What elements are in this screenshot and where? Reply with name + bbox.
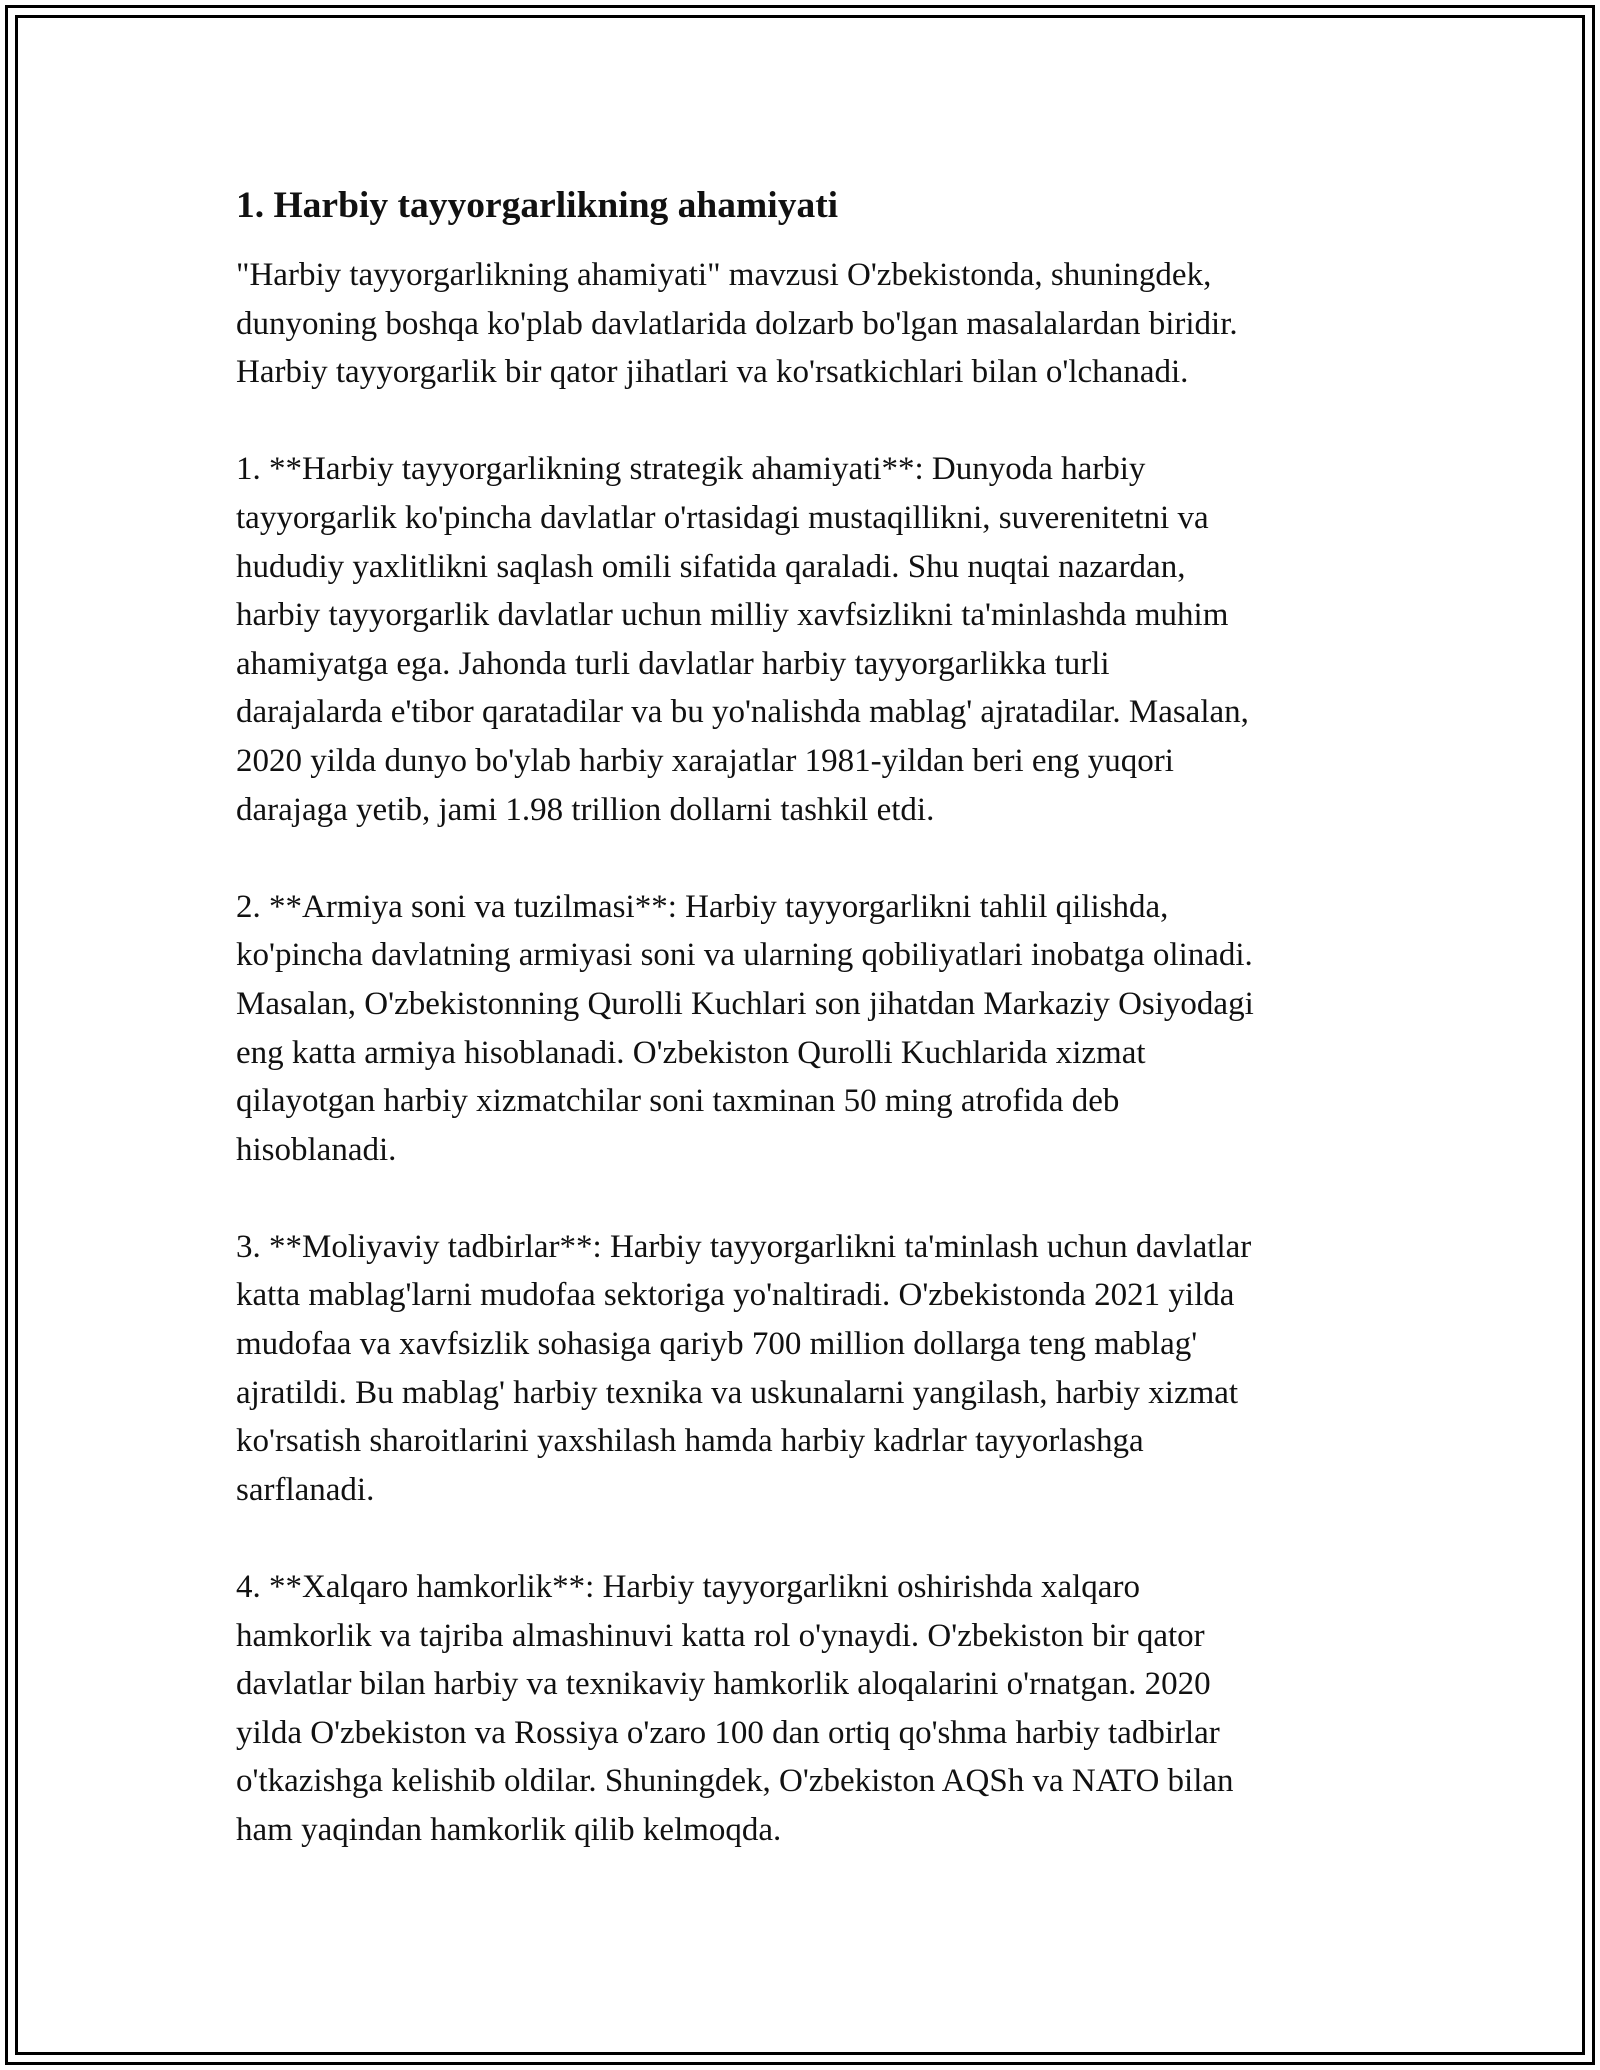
intro-paragraph: "Harbiy tayyorgarlikning ahamiyati" mavzusi O'zbekistonda, shuningdek, dunyoning boshqa ko'plab davlatlarida dolzarb bo'lgan masalalardan biridir. Harbiy tayyorgarlik bir qator jihatlari va ko'rsatkichlari bilan o'lchanadi. xyxy=(236,257,1238,391)
section-paragraph-1: 1. **Harbiy tayyorgarlikning strategik ahamiyati**: Dunyoda harbiy tayyorgarlik ko'pincha davlatlar o'rtasidagi mustaqillikni, suverenitetni va hududiy yaxlitlikni saqlash omili sifatida qaraladi. Shu nuqtai nazardan, harbiy tayyorgarlik davlatlar uchun milliy xavfsizlikni ta'minlashda muhim ahamiyatga ega. Jahonda turli davlatlar harbiy tayyorgarlikka turli darajalarda e'tibor qaratadilar va bu yo'nalishda mablag' ajratadilar. Masalan, 2020 yilda dunyo bo'ylab harbiy xarajatlar 1981-yildan beri eng yuqori darajaga yetib, jami 1.98 trillion dollarni tashkil etdi. xyxy=(236,451,1249,828)
document-body xyxy=(236,182,1386,1855)
document-title: 1. Harbiy tayyorgarlikning ahamiyati xyxy=(236,185,839,226)
paragraph-gap xyxy=(236,834,1386,883)
paragraph-gap xyxy=(236,397,1386,446)
paragraph-gap xyxy=(236,1514,1386,1563)
section-paragraph-2: 2. **Armiya soni va tuzilmasi**: Harbiy tayyorgarlikni tahlil qilishda, ko'pincha davlatning armiyasi soni va ularning qobiliyatlari inobatga olinadi. Masalan, O'zbekistonning Qurolli Kuchlari son jihatdan Markaziy Osiyodagi eng katta armiya hisoblanadi. O'zbekiston Qurolli Kuchlarida xizmat qilayotgan harbiy xizmatchilar soni taxminan 50 ming atrofida deb hisoblanadi. xyxy=(236,888,1254,1168)
section-paragraph-3: 3. **Moliyaviy tadbirlar**: Harbiy tayyorgarlikni ta'minlash uchun davlatlar katta mablag'larni mudofaa sektoriga yo'naltiradi. O'zbekistonda 2021 yilda mudofaa va xavfsizlik sohasiga qariyb 700 million dollarga teng mablag' ajratildi. Bu mablag' harbiy texnika va uskunalarni yangilash, harbiy xizmat ko'rsatish sharoitlarini yaxshilash hamda harbiy kadrlar tayyorlashga sarflanadi. xyxy=(236,1228,1252,1508)
section-paragraph-4: 4. **Xalqaro hamkorlik**: Harbiy tayyorgarlikni oshirishda xalqaro hamkorlik va tajriba almashinuvi katta rol o'ynaydi. O'zbekiston bir qator davlatlar bilan harbiy va texnikaviy hamkorlik aloqalarini o'rnatgan. 2020 yilda O'zbekiston va Rossiya o'zaro 100 dan ortiq qo'shma harbiy tadbirlar o'tkazishga kelishib oldilar. Shuningdek, O'zbekiston AQSh va NATO bilan ham yaqindan hamkorlik qilib kelmoqda. xyxy=(236,1569,1234,1848)
paragraph-gap xyxy=(236,1174,1386,1223)
